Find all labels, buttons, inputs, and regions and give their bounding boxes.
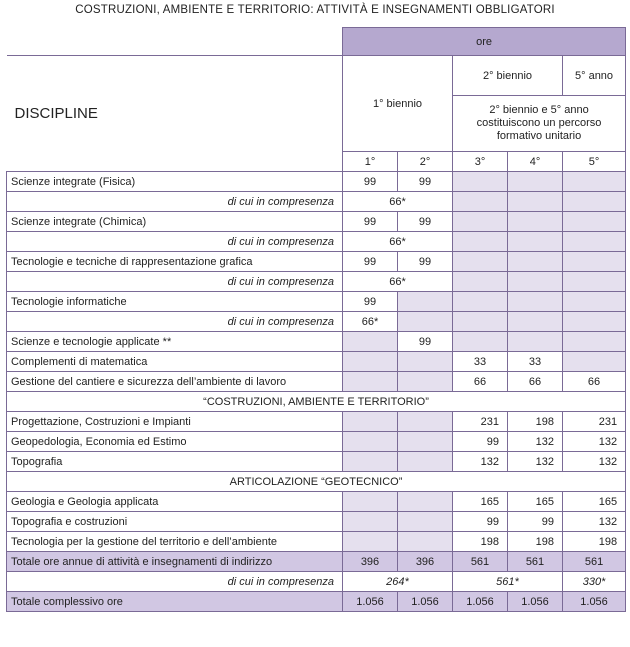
cell-y4: 165: [508, 492, 563, 512]
table-row: [7, 212, 626, 232]
header-primo-biennio: 1° biennio: [343, 56, 453, 152]
cell-y3: 66: [453, 372, 508, 392]
section-row: [7, 472, 626, 492]
cell-y5: 132: [563, 432, 626, 452]
header-discipline: DISCIPLINE: [7, 56, 343, 172]
row-label: di cui in compresenza: [7, 572, 343, 592]
cell-y3: 165: [453, 492, 508, 512]
header-year-1: 1°: [343, 152, 398, 172]
cell-y2: 99: [398, 252, 453, 272]
row-label: Tecnologie e tecniche di rappresentazione grafica: [7, 252, 343, 272]
header-ore: ore: [343, 28, 626, 56]
cell-y4: 99: [508, 512, 563, 532]
header-year-3: 3°: [453, 152, 508, 172]
cell-y5: 132: [563, 512, 626, 532]
cell-compresenza: 66*: [343, 312, 398, 332]
empty-cell: [508, 172, 563, 192]
row-label: di cui in compresenza: [7, 312, 343, 332]
row-label: Totale complessivo ore: [7, 592, 343, 612]
header-quinto-anno: 5° anno: [563, 56, 626, 96]
header-blank: [7, 28, 343, 56]
section-title: “COSTRUZIONI, AMBIENTE E TERRITORIO”: [7, 392, 626, 412]
row-label: Tecnologia per la gestione del territorio e dell’ambiente: [7, 532, 343, 552]
cell-y5: 198: [563, 532, 626, 552]
empty-cell: [563, 192, 626, 212]
cell-y5: 132: [563, 452, 626, 472]
empty-cell: [453, 312, 508, 332]
empty-cell: [398, 432, 453, 452]
section-title: ARTICOLAZIONE “GEOTECNICO”: [7, 472, 626, 492]
empty-cell: [453, 232, 508, 252]
empty-cell: [508, 232, 563, 252]
table-row: [7, 452, 626, 472]
cell-y4: 561: [508, 552, 563, 572]
grand-total-row: [7, 592, 626, 612]
header-year-2: 2°: [398, 152, 453, 172]
cell-y3: 198: [453, 532, 508, 552]
empty-cell: [453, 292, 508, 312]
empty-cell: [343, 372, 398, 392]
cell-y2: 99: [398, 212, 453, 232]
cell-y5: 231: [563, 412, 626, 432]
cell-compresenza: 66*: [343, 272, 453, 292]
row-label: Geologia e Geologia applicata: [7, 492, 343, 512]
row-label: di cui in compresenza: [7, 192, 343, 212]
empty-cell: [343, 432, 398, 452]
cell-compresenza: 66*: [343, 232, 453, 252]
row-label: Gestione del cantiere e sicurezza dell’ambiente di lavoro: [7, 372, 343, 392]
table-row: [7, 492, 626, 512]
cell-y4: 132: [508, 452, 563, 472]
section-row: [7, 392, 626, 412]
row-label: Progettazione, Costruzioni e Impianti: [7, 412, 343, 432]
table-row: [7, 232, 626, 252]
cell-y4: 132: [508, 432, 563, 452]
table-row: [7, 272, 626, 292]
empty-cell: [343, 512, 398, 532]
row-label: Complementi di matematica: [7, 352, 343, 372]
cell-y1: 99: [343, 252, 398, 272]
table-row: [7, 572, 626, 592]
cell-y3: 99: [453, 432, 508, 452]
empty-cell: [563, 172, 626, 192]
empty-cell: [398, 452, 453, 472]
row-label: Topografia e costruzioni: [7, 512, 343, 532]
empty-cell: [398, 412, 453, 432]
table-row: [7, 372, 626, 392]
cell-y1: 1.056: [343, 592, 398, 612]
header-year-5: 5°: [563, 152, 626, 172]
empty-cell: [508, 312, 563, 332]
cell-y5: 66: [563, 372, 626, 392]
table-row: [7, 172, 626, 192]
empty-cell: [508, 252, 563, 272]
empty-cell: [563, 272, 626, 292]
cell-compresenza-y5: 330*: [563, 572, 626, 592]
table-row: [7, 332, 626, 352]
cell-y1: 99: [343, 212, 398, 232]
cell-y1: 396: [343, 552, 398, 572]
cell-y3: 231: [453, 412, 508, 432]
empty-cell: [398, 352, 453, 372]
row-label: Scienze e tecnologie applicate **: [7, 332, 343, 352]
table-row: [7, 292, 626, 312]
empty-cell: [563, 252, 626, 272]
table-row: [7, 252, 626, 272]
cell-y3: 561: [453, 552, 508, 572]
cell-y2: 1.056: [398, 592, 453, 612]
empty-cell: [453, 192, 508, 212]
table-row: [7, 532, 626, 552]
row-label: Scienze integrate (Chimica): [7, 212, 343, 232]
cell-y4: 33: [508, 352, 563, 372]
empty-cell: [563, 312, 626, 332]
empty-cell: [563, 232, 626, 252]
table-row: [7, 352, 626, 372]
empty-cell: [508, 292, 563, 312]
cell-y3: 99: [453, 512, 508, 532]
cell-y4: 1.056: [508, 592, 563, 612]
cell-y3: 33: [453, 352, 508, 372]
cell-compresenza-secondo: 561*: [453, 572, 563, 592]
row-label: Geopedologia, Economia ed Estimo: [7, 432, 343, 452]
row-label: di cui in compresenza: [7, 272, 343, 292]
empty-cell: [343, 332, 398, 352]
cell-y2: 99: [398, 172, 453, 192]
empty-cell: [563, 332, 626, 352]
empty-cell: [563, 292, 626, 312]
row-label: Scienze integrate (Fisica): [7, 172, 343, 192]
cell-y4: 198: [508, 412, 563, 432]
empty-cell: [508, 332, 563, 352]
table-row: [7, 312, 626, 332]
cell-y1: 99: [343, 172, 398, 192]
total-row: [7, 552, 626, 572]
cell-y1: 99: [343, 292, 398, 312]
cell-y2: 99: [398, 332, 453, 352]
table-row: [7, 512, 626, 532]
empty-cell: [453, 252, 508, 272]
empty-cell: [343, 352, 398, 372]
empty-cell: [563, 352, 626, 372]
empty-cell: [508, 272, 563, 292]
table-row: [7, 412, 626, 432]
empty-cell: [343, 412, 398, 432]
empty-cell: [398, 512, 453, 532]
empty-cell: [563, 212, 626, 232]
empty-cell: [398, 292, 453, 312]
cell-y3: 1.056: [453, 592, 508, 612]
empty-cell: [398, 492, 453, 512]
header-year-4: 4°: [508, 152, 563, 172]
table-row: [7, 432, 626, 452]
cell-compresenza-biennio: 264*: [343, 572, 453, 592]
cell-y3: 132: [453, 452, 508, 472]
empty-cell: [343, 492, 398, 512]
cell-y4: 66: [508, 372, 563, 392]
empty-cell: [343, 452, 398, 472]
empty-cell: [398, 372, 453, 392]
header-note: 2° biennio e 5° anno costituiscono un percorso formativo unitario: [453, 96, 626, 152]
empty-cell: [508, 192, 563, 212]
empty-cell: [453, 172, 508, 192]
empty-cell: [343, 532, 398, 552]
empty-cell: [453, 212, 508, 232]
row-label: di cui in compresenza: [7, 232, 343, 252]
empty-cell: [453, 272, 508, 292]
cell-compresenza: 66*: [343, 192, 453, 212]
cell-y5: 1.056: [563, 592, 626, 612]
page-title: COSTRUZIONI, AMBIENTE E TERRITORIO: ATTIVITÀ E INSEGNAMENTI OBBLIGATORI: [75, 4, 555, 16]
row-label: Tecnologie informatiche: [7, 292, 343, 312]
row-label: Totale ore annue di attività e insegnamenti di indirizzo: [7, 552, 343, 572]
empty-cell: [508, 212, 563, 232]
empty-cell: [398, 532, 453, 552]
row-label: Topografia: [7, 452, 343, 472]
curriculum-table: [6, 27, 626, 612]
empty-cell: [398, 312, 453, 332]
cell-y2: 396: [398, 552, 453, 572]
table-row: [7, 192, 626, 212]
cell-y5: 165: [563, 492, 626, 512]
cell-y4: 198: [508, 532, 563, 552]
header-secondo-biennio: 2° biennio: [453, 56, 563, 96]
cell-y5: 561: [563, 552, 626, 572]
empty-cell: [453, 332, 508, 352]
